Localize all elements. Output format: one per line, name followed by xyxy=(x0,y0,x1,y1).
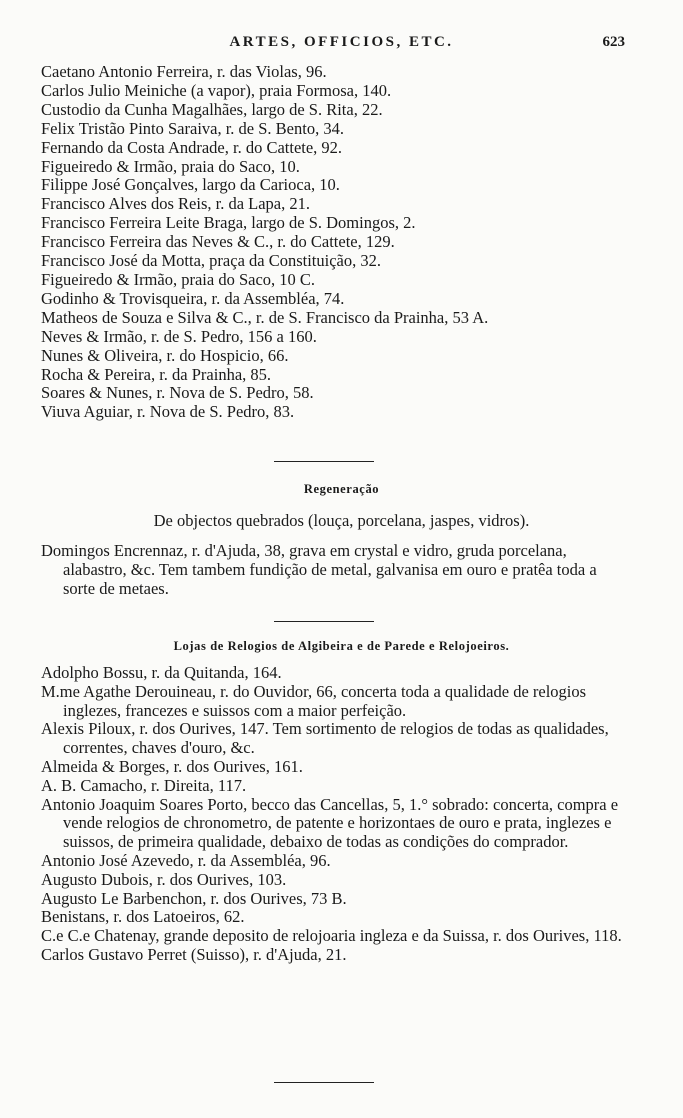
list-item: Figueiredo & Irmão, praia do Saco, 10 C. xyxy=(41,269,316,289)
list-item: Benistans, r. dos Latoeiros, 62. xyxy=(41,907,245,927)
list-item: Augusto Dubois, r. dos Ourives, 103. xyxy=(41,869,287,889)
list-item: Francisco Alves dos Reis, r. da Lapa, 21. xyxy=(41,194,310,214)
section-subtitle: De objectos quebrados (louça, porcelana, jaspes, vidros). xyxy=(153,511,530,530)
list-item: Antonio Joaquim Soares Porto, becco das Cancellas, 5, 1.° sobrado: concerta, compra e vende relogios de chronometro, de patente e horizontaes de ouro e prata, inglezes e suissos, de primeira qualidade, debaixo de todas as condições do comprador. xyxy=(41,794,619,852)
list-item: C.e C.e Chatenay, grande deposito de relojoaria ingleza e da Suissa, r. dos Ourives, 118. xyxy=(41,926,622,946)
list-item: Fernando da Costa Andrade, r. do Cattete, 92. xyxy=(41,137,343,157)
list-item: Adolpho Bossu, r. da Quitanda, 164. xyxy=(41,663,282,682)
list-item: Antonio José Azevedo, r. da Assembléa, 96. xyxy=(41,850,331,870)
list-item: Domingos Encrennaz, r. d'Ajuda, 38, grava em crystal e vidro, gruda porcelana, alabastro, &c. Tem tambem fundição de metal, galvanisa em ouro e pratêa toda a sorte de metaes. xyxy=(41,541,597,598)
list-item: Filippe José Gonçalves, largo da Carioca, 10. xyxy=(41,175,340,195)
list-item: Carlos Julio Meiniche (a vapor), praia Formosa, 140. xyxy=(41,80,392,100)
section-title-relogios: Lojas de Relogios de Algibeira e de Parede e Relojoeiros. xyxy=(173,639,510,653)
section-title-regeneracao: Regeneração xyxy=(303,482,380,496)
list-item: Nunes & Oliveira, r. do Hospicio, 66. xyxy=(41,345,289,365)
list-item: Francisco Ferreira das Neves & C., r. do Cattete, 129. xyxy=(41,232,395,252)
section-divider xyxy=(274,1082,374,1083)
list-item: Figueiredo & Irmão, praia do Saco, 10. xyxy=(41,156,300,176)
list-item: Matheos de Souza e Silva & C., r. de S. Francisco da Prainha, 53 A. xyxy=(41,307,489,327)
list-item: Custodio da Cunha Magalhães, largo de S. Rita, 22. xyxy=(41,99,383,119)
section-divider xyxy=(274,621,374,622)
craftsmen-list xyxy=(41,63,626,422)
list-item: Godinho & Trovisqueira, r. da Assembléa, 74. xyxy=(41,288,345,308)
list-item: Felix Tristão Pinto Saraiva, r. de S. Bento, 34. xyxy=(41,118,344,138)
regeneracao-list xyxy=(41,542,626,598)
list-item: Viuva Aguiar, r. Nova de S. Pedro, 83. xyxy=(41,402,295,422)
list-item: Rocha & Pereira, r. da Prainha, 85. xyxy=(41,364,272,384)
section-divider xyxy=(274,461,374,462)
page-number: 623 xyxy=(602,34,625,50)
list-item: Neves & Irmão, r. de S. Pedro, 156 a 160. xyxy=(41,326,317,346)
list-item: M.me Agathe Derouineau, r. do Ouvidor, 66, concerta toda a qualidade de relogios inglezes, francezes e suissos com a maior perfeição. xyxy=(41,681,587,720)
list-item: A. B. Camacho, r. Direita, 117. xyxy=(41,775,247,795)
list-item: Soares & Nunes, r. Nova de S. Pedro, 58. xyxy=(41,383,314,403)
list-item: Francisco José da Motta, praça da Constituição, 32. xyxy=(41,251,381,271)
list-item: Almeida & Borges, r. dos Ourives, 161. xyxy=(41,756,303,776)
list-item: Augusto Le Barbenchon, r. dos Ourives, 73 B. xyxy=(41,888,347,908)
list-item: Francisco Ferreira Leite Braga, largo de S. Domingos, 2. xyxy=(41,213,416,233)
list-item: Carlos Gustavo Perret (Suisso), r. d'Ajuda, 21. xyxy=(41,944,347,964)
running-head: ARTES, OFFICIOS, ETC. xyxy=(229,34,454,50)
relogios-list xyxy=(41,664,626,965)
list-item: Caetano Antonio Ferreira, r. das Violas, 96. xyxy=(41,62,327,81)
list-item: Alexis Piloux, r. dos Ourives, 147. Tem sortimento de relogios de todas as qualidades, correntes, chaves d'ouro, &c. xyxy=(41,719,609,758)
